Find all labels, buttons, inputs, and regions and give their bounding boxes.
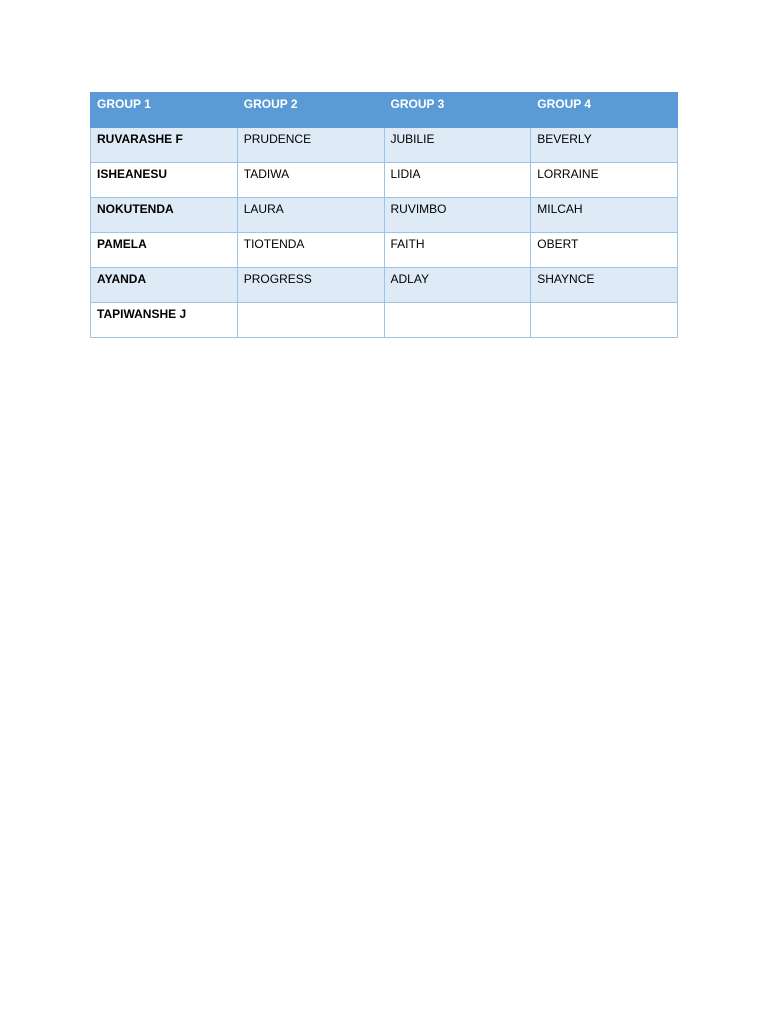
table-row: [91, 198, 678, 233]
table-row: [91, 163, 678, 198]
table-cell: [237, 303, 384, 338]
table-cell: SHAYNCE: [531, 268, 678, 303]
table-cell: TIOTENDA: [237, 233, 384, 268]
header-cell-group-4: GROUP 4: [531, 93, 678, 128]
table-cell: MILCAH: [531, 198, 678, 233]
table-cell: [531, 303, 678, 338]
groups-table: [90, 92, 678, 338]
table-cell: LORRAINE: [531, 163, 678, 198]
table-header-row: [91, 93, 678, 128]
table-cell: TAPIWANSHE J: [91, 303, 238, 338]
table-cell: AYANDA: [91, 268, 238, 303]
table-cell: OBERT: [531, 233, 678, 268]
table-cell: TADIWA: [237, 163, 384, 198]
table-row: [91, 303, 678, 338]
table-cell: RUVIMBO: [384, 198, 531, 233]
table-cell: ADLAY: [384, 268, 531, 303]
table-cell: NOKUTENDA: [91, 198, 238, 233]
header-cell-group-2: GROUP 2: [237, 93, 384, 128]
header-cell-group-3: GROUP 3: [384, 93, 531, 128]
table-row: [91, 233, 678, 268]
table-cell: LIDIA: [384, 163, 531, 198]
table-cell: JUBILIE: [384, 128, 531, 163]
table-cell: PRUDENCE: [237, 128, 384, 163]
table-row: [91, 128, 678, 163]
table-cell: RUVARASHE F: [91, 128, 238, 163]
table-cell: PAMELA: [91, 233, 238, 268]
table-cell: PROGRESS: [237, 268, 384, 303]
table-cell: FAITH: [384, 233, 531, 268]
table-cell: BEVERLY: [531, 128, 678, 163]
table-cell: LAURA: [237, 198, 384, 233]
header-cell-group-1: GROUP 1: [91, 93, 238, 128]
table-cell: [384, 303, 531, 338]
table-cell: ISHEANESU: [91, 163, 238, 198]
table-row: [91, 268, 678, 303]
